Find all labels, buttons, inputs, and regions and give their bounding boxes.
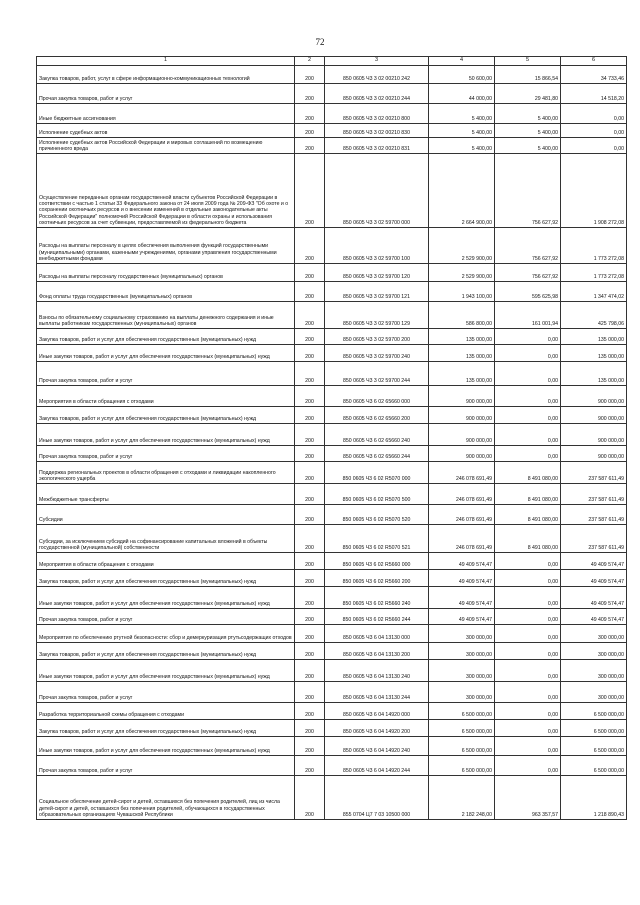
- row-name-cell: Прочая закупка товаров, работ и услуг: [37, 756, 295, 776]
- row-code-cell: 200: [295, 505, 325, 525]
- row-approved-amount-cell: 300 000,00: [429, 643, 495, 660]
- row-executed-amount-cell: 5 400,00: [495, 104, 561, 124]
- table-row: [37, 84, 627, 104]
- row-executed-amount-cell: 756 627,92: [495, 228, 561, 264]
- table-row: [37, 660, 627, 682]
- table-row: [37, 345, 627, 362]
- table-row: [37, 625, 627, 643]
- row-classification-cell: 850 0605 Ч3 6 04 13130 244: [325, 682, 429, 703]
- row-classification-cell: 850 0605 Ч3 6 02 R5660 240: [325, 587, 429, 609]
- row-executed-amount-cell: 0,00: [495, 407, 561, 424]
- row-code-cell: 200: [295, 84, 325, 104]
- table-row: [37, 720, 627, 737]
- row-code-cell: 200: [295, 525, 325, 553]
- row-unexecuted-amount-cell: 300 000,00: [561, 682, 627, 703]
- row-approved-amount-cell: 900 000,00: [429, 386, 495, 407]
- row-code-cell: 200: [295, 625, 325, 643]
- row-unexecuted-amount-cell: 1 908 272,08: [561, 154, 627, 228]
- row-unexecuted-amount-cell: 6 500 000,00: [561, 703, 627, 720]
- row-classification-cell: 850 0605 Ч3 6 02 65660 240: [325, 424, 429, 446]
- header-cell: 2: [295, 57, 325, 66]
- row-executed-amount-cell: 0,00: [495, 625, 561, 643]
- row-unexecuted-amount-cell: 237 587 611,49: [561, 484, 627, 505]
- row-code-cell: 200: [295, 737, 325, 756]
- row-executed-amount-cell: 0,00: [495, 682, 561, 703]
- row-code-cell: 200: [295, 66, 325, 84]
- row-classification-cell: 850 0605 Ч3 6 04 13130 000: [325, 625, 429, 643]
- row-classification-cell: 850 0605 Ч3 6 02 R5660 200: [325, 570, 429, 587]
- row-code-cell: 200: [295, 138, 325, 154]
- table-row: [37, 703, 627, 720]
- row-name-cell: Прочая закупка товаров, работ и услуг: [37, 446, 295, 462]
- table-row: [37, 682, 627, 703]
- table-row: [37, 587, 627, 609]
- row-unexecuted-amount-cell: 1 773 272,08: [561, 264, 627, 282]
- row-code-cell: 200: [295, 124, 325, 138]
- row-approved-amount-cell: 5 400,00: [429, 124, 495, 138]
- row-unexecuted-amount-cell: 14 518,20: [561, 84, 627, 104]
- row-unexecuted-amount-cell: 34 733,46: [561, 66, 627, 84]
- header-cell: 4: [429, 57, 495, 66]
- row-executed-amount-cell: 0,00: [495, 737, 561, 756]
- row-name-cell: Исполнение судебных актов Российской Федерации и мировых соглашений по возмещению причиненного вреда: [37, 138, 295, 154]
- row-code-cell: 200: [295, 264, 325, 282]
- row-unexecuted-amount-cell: 900 000,00: [561, 424, 627, 446]
- row-approved-amount-cell: 246 078 691,49: [429, 462, 495, 484]
- row-name-cell: Закупка товаров, работ и услуг для обеспечения государственных (муниципальных) нужд: [37, 643, 295, 660]
- row-unexecuted-amount-cell: 49 409 574,47: [561, 587, 627, 609]
- row-code-cell: 200: [295, 462, 325, 484]
- row-unexecuted-amount-cell: 300 000,00: [561, 625, 627, 643]
- row-name-cell: Прочая закупка товаров, работ и услуг: [37, 609, 295, 625]
- row-unexecuted-amount-cell: 49 409 574,47: [561, 609, 627, 625]
- budget-execution-table: [36, 56, 627, 820]
- row-unexecuted-amount-cell: 49 409 574,47: [561, 553, 627, 570]
- row-name-cell: Иные закупки товаров, работ и услуг для обеспечения государственных (муниципальных) нужд: [37, 345, 295, 362]
- row-classification-cell: 850 0605 Ч3 3 02 59700 244: [325, 362, 429, 386]
- table-row: [37, 124, 627, 138]
- row-unexecuted-amount-cell: 1 773 272,08: [561, 228, 627, 264]
- row-classification-cell: 850 0605 Ч3 3 02 00210 244: [325, 84, 429, 104]
- row-name-cell: Расходы на выплаты персоналу в целях обеспечения выполнения функций государственными (муниципальными) органами, казенными учреждениями, органами управления государственными внебюджетными фондами: [37, 228, 295, 264]
- table-row: [37, 756, 627, 776]
- row-classification-cell: 850 0605 Ч3 6 04 14920 200: [325, 720, 429, 737]
- row-code-cell: 200: [295, 587, 325, 609]
- row-approved-amount-cell: 49 409 574,47: [429, 570, 495, 587]
- row-executed-amount-cell: 963 357,57: [495, 776, 561, 820]
- row-executed-amount-cell: 8 491 080,00: [495, 505, 561, 525]
- row-name-cell: Субсидии, за исключением субсидий на софинансирование капитальных вложений в объекты государственной (муниципальной) собственности: [37, 525, 295, 553]
- row-classification-cell: 850 0605 Ч3 6 04 14920 240: [325, 737, 429, 756]
- row-executed-amount-cell: 0,00: [495, 660, 561, 682]
- table-row: [37, 446, 627, 462]
- row-code-cell: 200: [295, 609, 325, 625]
- table-row: [37, 66, 627, 84]
- row-code-cell: 200: [295, 776, 325, 820]
- row-unexecuted-amount-cell: 237 587 611,49: [561, 505, 627, 525]
- row-unexecuted-amount-cell: 900 000,00: [561, 386, 627, 407]
- row-name-cell: Прочая закупка товаров, работ и услуг: [37, 682, 295, 703]
- table-row: [37, 264, 627, 282]
- row-classification-cell: 850 0605 Ч3 3 02 59700 100: [325, 228, 429, 264]
- row-name-cell: Закупка товаров, работ и услуг для обеспечения государственных (муниципальных) нужд: [37, 570, 295, 587]
- row-unexecuted-amount-cell: 0,00: [561, 138, 627, 154]
- row-unexecuted-amount-cell: 425 798,06: [561, 302, 627, 329]
- row-name-cell: Мероприятия по обеспечению ртутной безопасности: сбор и демеркуризация ртутьсодержащих отходов: [37, 625, 295, 643]
- row-executed-amount-cell: 0,00: [495, 362, 561, 386]
- row-executed-amount-cell: 5 400,00: [495, 124, 561, 138]
- row-approved-amount-cell: 246 078 691,49: [429, 484, 495, 505]
- header-cell: 5: [495, 57, 561, 66]
- row-approved-amount-cell: 900 000,00: [429, 407, 495, 424]
- row-executed-amount-cell: 0,00: [495, 446, 561, 462]
- row-classification-cell: 850 0605 Ч3 3 02 59700 000: [325, 154, 429, 228]
- table-row: [37, 386, 627, 407]
- row-name-cell: Прочая закупка товаров, работ и услуг: [37, 84, 295, 104]
- row-name-cell: Закупка товаров, работ и услуг для обеспечения государственных (муниципальных) нужд: [37, 720, 295, 737]
- row-unexecuted-amount-cell: 300 000,00: [561, 660, 627, 682]
- row-unexecuted-amount-cell: 6 500 000,00: [561, 737, 627, 756]
- page-number: 72: [315, 37, 325, 47]
- row-unexecuted-amount-cell: 6 500 000,00: [561, 720, 627, 737]
- row-code-cell: 200: [295, 329, 325, 345]
- table-row: [37, 525, 627, 553]
- row-classification-cell: 850 0605 Ч3 3 02 00210 831: [325, 138, 429, 154]
- row-classification-cell: 850 0605 Ч3 6 04 14920 000: [325, 703, 429, 720]
- row-classification-cell: 850 0605 Ч3 6 02 R5070 500: [325, 484, 429, 505]
- row-classification-cell: 850 0605 Ч3 6 02 R5660 244: [325, 609, 429, 625]
- table-row: [37, 302, 627, 329]
- row-name-cell: Мероприятия в области обращения с отходами: [37, 553, 295, 570]
- row-code-cell: 200: [295, 386, 325, 407]
- row-approved-amount-cell: 2 529 900,00: [429, 228, 495, 264]
- row-unexecuted-amount-cell: 900 000,00: [561, 407, 627, 424]
- row-approved-amount-cell: 49 409 574,47: [429, 587, 495, 609]
- row-name-cell: Исполнение судебных актов: [37, 124, 295, 138]
- row-executed-amount-cell: 0,00: [495, 386, 561, 407]
- row-approved-amount-cell: 300 000,00: [429, 625, 495, 643]
- row-unexecuted-amount-cell: 0,00: [561, 124, 627, 138]
- row-approved-amount-cell: 50 600,00: [429, 66, 495, 84]
- row-classification-cell: 850 0605 Ч3 6 04 13130 200: [325, 643, 429, 660]
- row-code-cell: 200: [295, 720, 325, 737]
- row-classification-cell: 850 0605 Ч3 6 02 65660 200: [325, 407, 429, 424]
- row-name-cell: Прочая закупка товаров, работ и услуг: [37, 362, 295, 386]
- header-cell: 1: [37, 57, 295, 66]
- row-executed-amount-cell: 5 400,00: [495, 138, 561, 154]
- row-name-cell: Субсидии: [37, 505, 295, 525]
- row-code-cell: 200: [295, 703, 325, 720]
- row-code-cell: 200: [295, 484, 325, 505]
- row-name-cell: Закупка товаров, работ и услуг для обеспечения государственных (муниципальных) нужд: [37, 329, 295, 345]
- table-row: [37, 424, 627, 446]
- row-approved-amount-cell: 6 500 000,00: [429, 703, 495, 720]
- row-code-cell: 200: [295, 104, 325, 124]
- row-unexecuted-amount-cell: 237 587 611,49: [561, 525, 627, 553]
- row-executed-amount-cell: 8 491 080,00: [495, 525, 561, 553]
- row-approved-amount-cell: 300 000,00: [429, 660, 495, 682]
- table-row: [37, 104, 627, 124]
- row-name-cell: Разработка территориальной схемы обращения с отходами: [37, 703, 295, 720]
- row-classification-cell: 850 0605 Ч3 6 02 R5070 000: [325, 462, 429, 484]
- row-approved-amount-cell: 44 000,00: [429, 84, 495, 104]
- row-classification-cell: 850 0605 Ч3 6 02 65660 000: [325, 386, 429, 407]
- table-row: [37, 154, 627, 228]
- row-code-cell: 200: [295, 446, 325, 462]
- row-classification-cell: 850 0605 Ч3 6 02 R5660 000: [325, 553, 429, 570]
- row-name-cell: Иные закупки товаров, работ и услуг для обеспечения государственных (муниципальных) нужд: [37, 424, 295, 446]
- row-code-cell: 200: [295, 553, 325, 570]
- row-unexecuted-amount-cell: 135 000,00: [561, 345, 627, 362]
- row-unexecuted-amount-cell: 6 500 000,00: [561, 756, 627, 776]
- row-executed-amount-cell: 595 625,98: [495, 282, 561, 302]
- row-classification-cell: 850 0605 Ч3 3 02 59700 120: [325, 264, 429, 282]
- table-row: [37, 737, 627, 756]
- row-executed-amount-cell: 0,00: [495, 756, 561, 776]
- row-name-cell: Иные закупки товаров, работ и услуг для обеспечения государственных (муниципальных) нужд: [37, 737, 295, 756]
- row-executed-amount-cell: 0,00: [495, 329, 561, 345]
- row-approved-amount-cell: 6 500 000,00: [429, 720, 495, 737]
- row-code-cell: 200: [295, 282, 325, 302]
- row-approved-amount-cell: 246 078 691,49: [429, 525, 495, 553]
- row-approved-amount-cell: 2 664 900,00: [429, 154, 495, 228]
- row-executed-amount-cell: 8 491 080,00: [495, 462, 561, 484]
- row-classification-cell: 850 0605 Ч3 3 02 59700 121: [325, 282, 429, 302]
- row-name-cell: Иные закупки товаров, работ и услуг для обеспечения государственных (муниципальных) нужд: [37, 660, 295, 682]
- row-name-cell: Мероприятия в области обращения с отходами: [37, 386, 295, 407]
- table-row: [37, 776, 627, 820]
- row-approved-amount-cell: 2 529 900,00: [429, 264, 495, 282]
- row-code-cell: 200: [295, 643, 325, 660]
- row-approved-amount-cell: 900 000,00: [429, 446, 495, 462]
- row-executed-amount-cell: 0,00: [495, 703, 561, 720]
- row-approved-amount-cell: 135 000,00: [429, 329, 495, 345]
- row-unexecuted-amount-cell: 49 409 574,47: [561, 570, 627, 587]
- table-row: [37, 484, 627, 505]
- row-approved-amount-cell: 900 000,00: [429, 424, 495, 446]
- row-executed-amount-cell: 0,00: [495, 345, 561, 362]
- row-classification-cell: 850 0605 Ч3 3 02 59700 240: [325, 345, 429, 362]
- row-executed-amount-cell: 0,00: [495, 553, 561, 570]
- row-approved-amount-cell: 135 000,00: [429, 345, 495, 362]
- row-approved-amount-cell: 49 409 574,47: [429, 609, 495, 625]
- row-code-cell: 200: [295, 660, 325, 682]
- row-classification-cell: 850 0605 Ч3 6 04 14920 244: [325, 756, 429, 776]
- row-executed-amount-cell: 0,00: [495, 424, 561, 446]
- row-approved-amount-cell: 5 400,00: [429, 104, 495, 124]
- row-approved-amount-cell: 300 000,00: [429, 682, 495, 703]
- row-approved-amount-cell: 5 400,00: [429, 138, 495, 154]
- row-classification-cell: 850 0605 Ч3 3 02 00210 800: [325, 104, 429, 124]
- row-unexecuted-amount-cell: 300 000,00: [561, 643, 627, 660]
- row-approved-amount-cell: 135 000,00: [429, 362, 495, 386]
- header-cell: 6: [561, 57, 627, 66]
- row-code-cell: 200: [295, 756, 325, 776]
- row-code-cell: 200: [295, 345, 325, 362]
- row-classification-cell: 850 0605 Ч3 6 02 R5070 520: [325, 505, 429, 525]
- table-row: [37, 553, 627, 570]
- row-code-cell: 200: [295, 570, 325, 587]
- row-executed-amount-cell: 756 627,92: [495, 264, 561, 282]
- row-approved-amount-cell: 586 800,00: [429, 302, 495, 329]
- row-executed-amount-cell: 0,00: [495, 720, 561, 737]
- table-row: [37, 138, 627, 154]
- row-name-cell: Взносы по обязательному социальному страхованию на выплаты денежного содержания и иные выплаты работникам государственных (муниципальных) органов: [37, 302, 295, 329]
- row-executed-amount-cell: 29 481,80: [495, 84, 561, 104]
- table-row: [37, 362, 627, 386]
- row-executed-amount-cell: 8 491 080,00: [495, 484, 561, 505]
- row-name-cell: Фонд оплаты труда государственных (муниципальных) органов: [37, 282, 295, 302]
- row-name-cell: Закупка товаров, работ и услуг для обеспечения государственных (муниципальных) нужд: [37, 407, 295, 424]
- row-executed-amount-cell: 161 001,94: [495, 302, 561, 329]
- row-code-cell: 200: [295, 682, 325, 703]
- row-executed-amount-cell: 0,00: [495, 570, 561, 587]
- table-row: [37, 609, 627, 625]
- row-name-cell: Социальное обеспечение детей-сирот и детей, оставшихся без попечения родителей, лиц из числа детей-сирот и детей, оставшихся без попечения родителей, обучающихся в государственных образовательных организациях Чувашской Республики: [37, 776, 295, 820]
- row-classification-cell: 850 0605 Ч3 3 02 59700 129: [325, 302, 429, 329]
- row-classification-cell: 850 0605 Ч3 6 04 13130 240: [325, 660, 429, 682]
- table-row: [37, 462, 627, 484]
- row-name-cell: Иные бюджетные ассигнования: [37, 104, 295, 124]
- table-header-row: [37, 57, 627, 66]
- row-name-cell: Расходы на выплаты персоналу государственных (муниципальных) органов: [37, 264, 295, 282]
- row-classification-cell: 850 0605 Ч3 3 02 59700 200: [325, 329, 429, 345]
- row-executed-amount-cell: 756 627,92: [495, 154, 561, 228]
- row-code-cell: 200: [295, 228, 325, 264]
- row-approved-amount-cell: 6 500 000,00: [429, 756, 495, 776]
- row-name-cell: Межбюджетные трансферты: [37, 484, 295, 505]
- table-row: [37, 228, 627, 264]
- row-code-cell: 200: [295, 424, 325, 446]
- header-cell: 3: [325, 57, 429, 66]
- row-unexecuted-amount-cell: 237 587 611,49: [561, 462, 627, 484]
- row-name-cell: Осуществление переданных органам государственной власти субъектов Российской Федерации в соответствии с частью 1 статьи 33 Федерального закона от 24 июля 2009 года № 209-ФЗ "Об охоте и о сохранении охотничьих ресурсов и о внесении изменений в отдельные законодательные акты Российской Федерации" полномочий Российской Федерации в области охраны и использования охотничьих ресурсов за счет субвенции, предоставляемой из федерального бюджета: [37, 154, 295, 228]
- row-classification-cell: 850 0605 Ч3 3 02 00210 242: [325, 66, 429, 84]
- row-approved-amount-cell: 2 182 248,00: [429, 776, 495, 820]
- row-executed-amount-cell: 0,00: [495, 643, 561, 660]
- row-code-cell: 200: [295, 302, 325, 329]
- row-unexecuted-amount-cell: 135 000,00: [561, 329, 627, 345]
- row-classification-cell: 855 0704 Ц7 7 03 10500 000: [325, 776, 429, 820]
- row-approved-amount-cell: 246 078 691,49: [429, 505, 495, 525]
- row-approved-amount-cell: 6 500 000,00: [429, 737, 495, 756]
- table-row: [37, 282, 627, 302]
- row-unexecuted-amount-cell: 135 000,00: [561, 362, 627, 386]
- row-code-cell: 200: [295, 154, 325, 228]
- row-unexecuted-amount-cell: 0,00: [561, 104, 627, 124]
- table-row: [37, 570, 627, 587]
- row-name-cell: Иные закупки товаров, работ и услуг для обеспечения государственных (муниципальных) нужд: [37, 587, 295, 609]
- row-executed-amount-cell: 0,00: [495, 609, 561, 625]
- row-classification-cell: 850 0605 Ч3 3 02 00210 830: [325, 124, 429, 138]
- row-unexecuted-amount-cell: 900 000,00: [561, 446, 627, 462]
- table-row: [37, 407, 627, 424]
- table-row: [37, 643, 627, 660]
- table-row: [37, 505, 627, 525]
- row-executed-amount-cell: 15 866,54: [495, 66, 561, 84]
- table-row: [37, 329, 627, 345]
- row-classification-cell: 850 0605 Ч3 6 02 65660 244: [325, 446, 429, 462]
- row-name-cell: Закупка товаров, работ, услуг в сфере информационно-коммуникационных технологий: [37, 66, 295, 84]
- row-name-cell: Поддержка региональных проектов в области обращения с отходами и ликвидации накопленного экологического ущерба: [37, 462, 295, 484]
- row-executed-amount-cell: 0,00: [495, 587, 561, 609]
- row-unexecuted-amount-cell: 1 218 890,43: [561, 776, 627, 820]
- row-unexecuted-amount-cell: 1 347 474,02: [561, 282, 627, 302]
- row-code-cell: 200: [295, 407, 325, 424]
- row-approved-amount-cell: 1 943 100,00: [429, 282, 495, 302]
- row-code-cell: 200: [295, 362, 325, 386]
- row-classification-cell: 850 0605 Ч3 6 02 R5070 521: [325, 525, 429, 553]
- row-approved-amount-cell: 49 409 574,47: [429, 553, 495, 570]
